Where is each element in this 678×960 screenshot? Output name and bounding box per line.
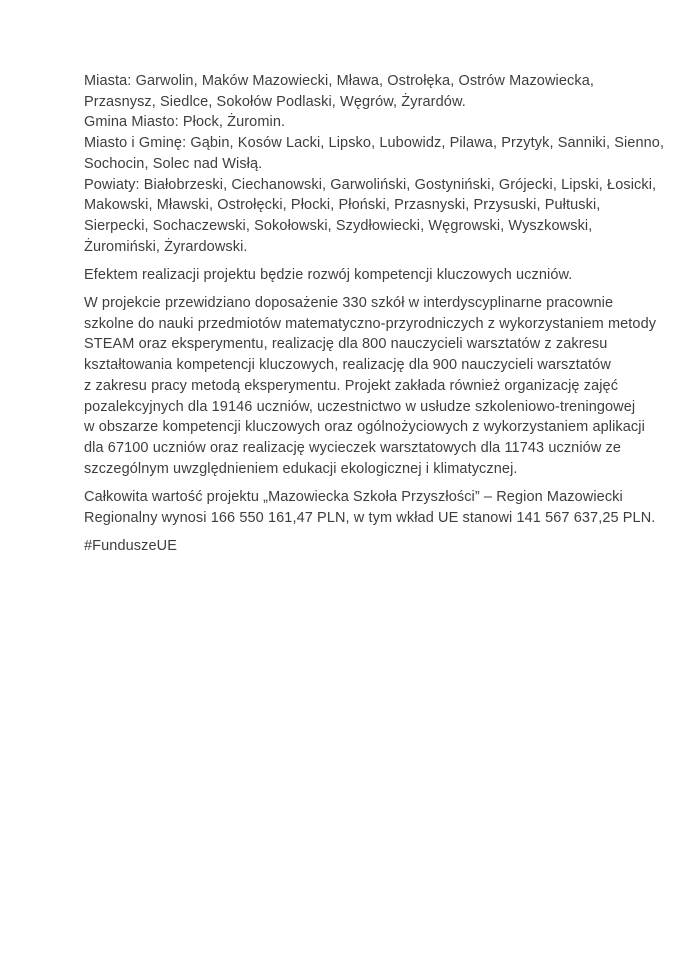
text-line: STEAM oraz eksperymentu, realizację dla 800 nauczycieli warsztatów z zakresu — [84, 336, 608, 353]
text-line: z zakresu pracy metodą eksperymentu. Projekt zakłada również organizację zajęć — [84, 377, 619, 394]
text-line: dla 67100 uczniów oraz realizację wycieczek warsztatowych dla 11743 uczniów ze — [84, 439, 622, 456]
paragraph-hashtag — [84, 536, 614, 557]
text-line: Makowski, Mławski, Ostrołęcki, Płocki, Płoński, Przasnyski, Przysuski, Pułtuski, — [84, 197, 601, 214]
document-body — [84, 71, 665, 564]
text-line: kształtowania kompetencji kluczowych, realizację dla 900 nauczycieli warsztatów — [84, 357, 611, 374]
text-line: szkolne do nauki przedmiotów matematyczno-przyrodniczych z wykorzystaniem metody — [84, 315, 657, 332]
text-line: Miasto i Gminę: Gąbin, Kosów Lacki, Lipsko, Lubowidz, Pilawa, Przytyk, Sanniki, Sienno, — [84, 135, 665, 152]
text-line: Gmina Miasto: Płock, Żuromin. — [84, 114, 286, 131]
paragraph-project-total-value — [84, 487, 656, 528]
text-line: Sochocin, Solec nad Wisłą. — [84, 155, 263, 172]
text-line: pozalekcyjnych dla 19146 uczniów, uczestnictwo w usłudze szkoleniowo-treningowej — [84, 398, 636, 415]
text-line: Sierpecki, Sochaczewski, Sokołowski, Szydłowiecki, Węgrowski, Wyszkowski, — [84, 217, 593, 234]
text-line: Efektem realizacji projektu będzie rozwój kompetencji kluczowych uczniów. — [84, 266, 573, 283]
text-line: szczególnym uwzględnieniem edukacji ekologicznej i klimatycznej. — [84, 460, 518, 477]
text-line: Powiaty: Białobrzeski, Ciechanowski, Garwoliński, Gostyniński, Grójecki, Lipski, Łosicki, — [84, 176, 657, 193]
text-line: Całkowita wartość projektu „Mazowiecka Szkoła Przyszłości” – Region Mazowiecki — [84, 488, 623, 505]
paragraph-project-effect — [84, 265, 614, 286]
paragraph-locations — [84, 71, 665, 257]
paragraph-project-details — [84, 293, 657, 479]
text-line: w obszarze kompetencji kluczowych oraz ogólnożyciowych z wykorzystaniem aplikacji — [84, 419, 645, 436]
text-line: Przasnysz, Siedlce, Sokołów Podlaski, Węgrów, Żyrardów. — [84, 93, 466, 110]
text-line: Żuromiński, Żyrardowski. — [84, 238, 248, 255]
text-line: Miasta: Garwolin, Maków Mazowiecki, Mława, Ostrołęka, Ostrów Mazowiecka, — [84, 73, 595, 89]
hashtag-text: #FunduszeUE — [84, 537, 177, 554]
text-line: Regionalny wynosi 166 550 161,47 PLN, w tym wkład UE stanowi 141 567 637,25 PLN. — [84, 509, 656, 526]
text-line: W projekcie przewidziano doposażenie 330 szkół w interdyscyplinarne pracownie — [84, 295, 614, 312]
